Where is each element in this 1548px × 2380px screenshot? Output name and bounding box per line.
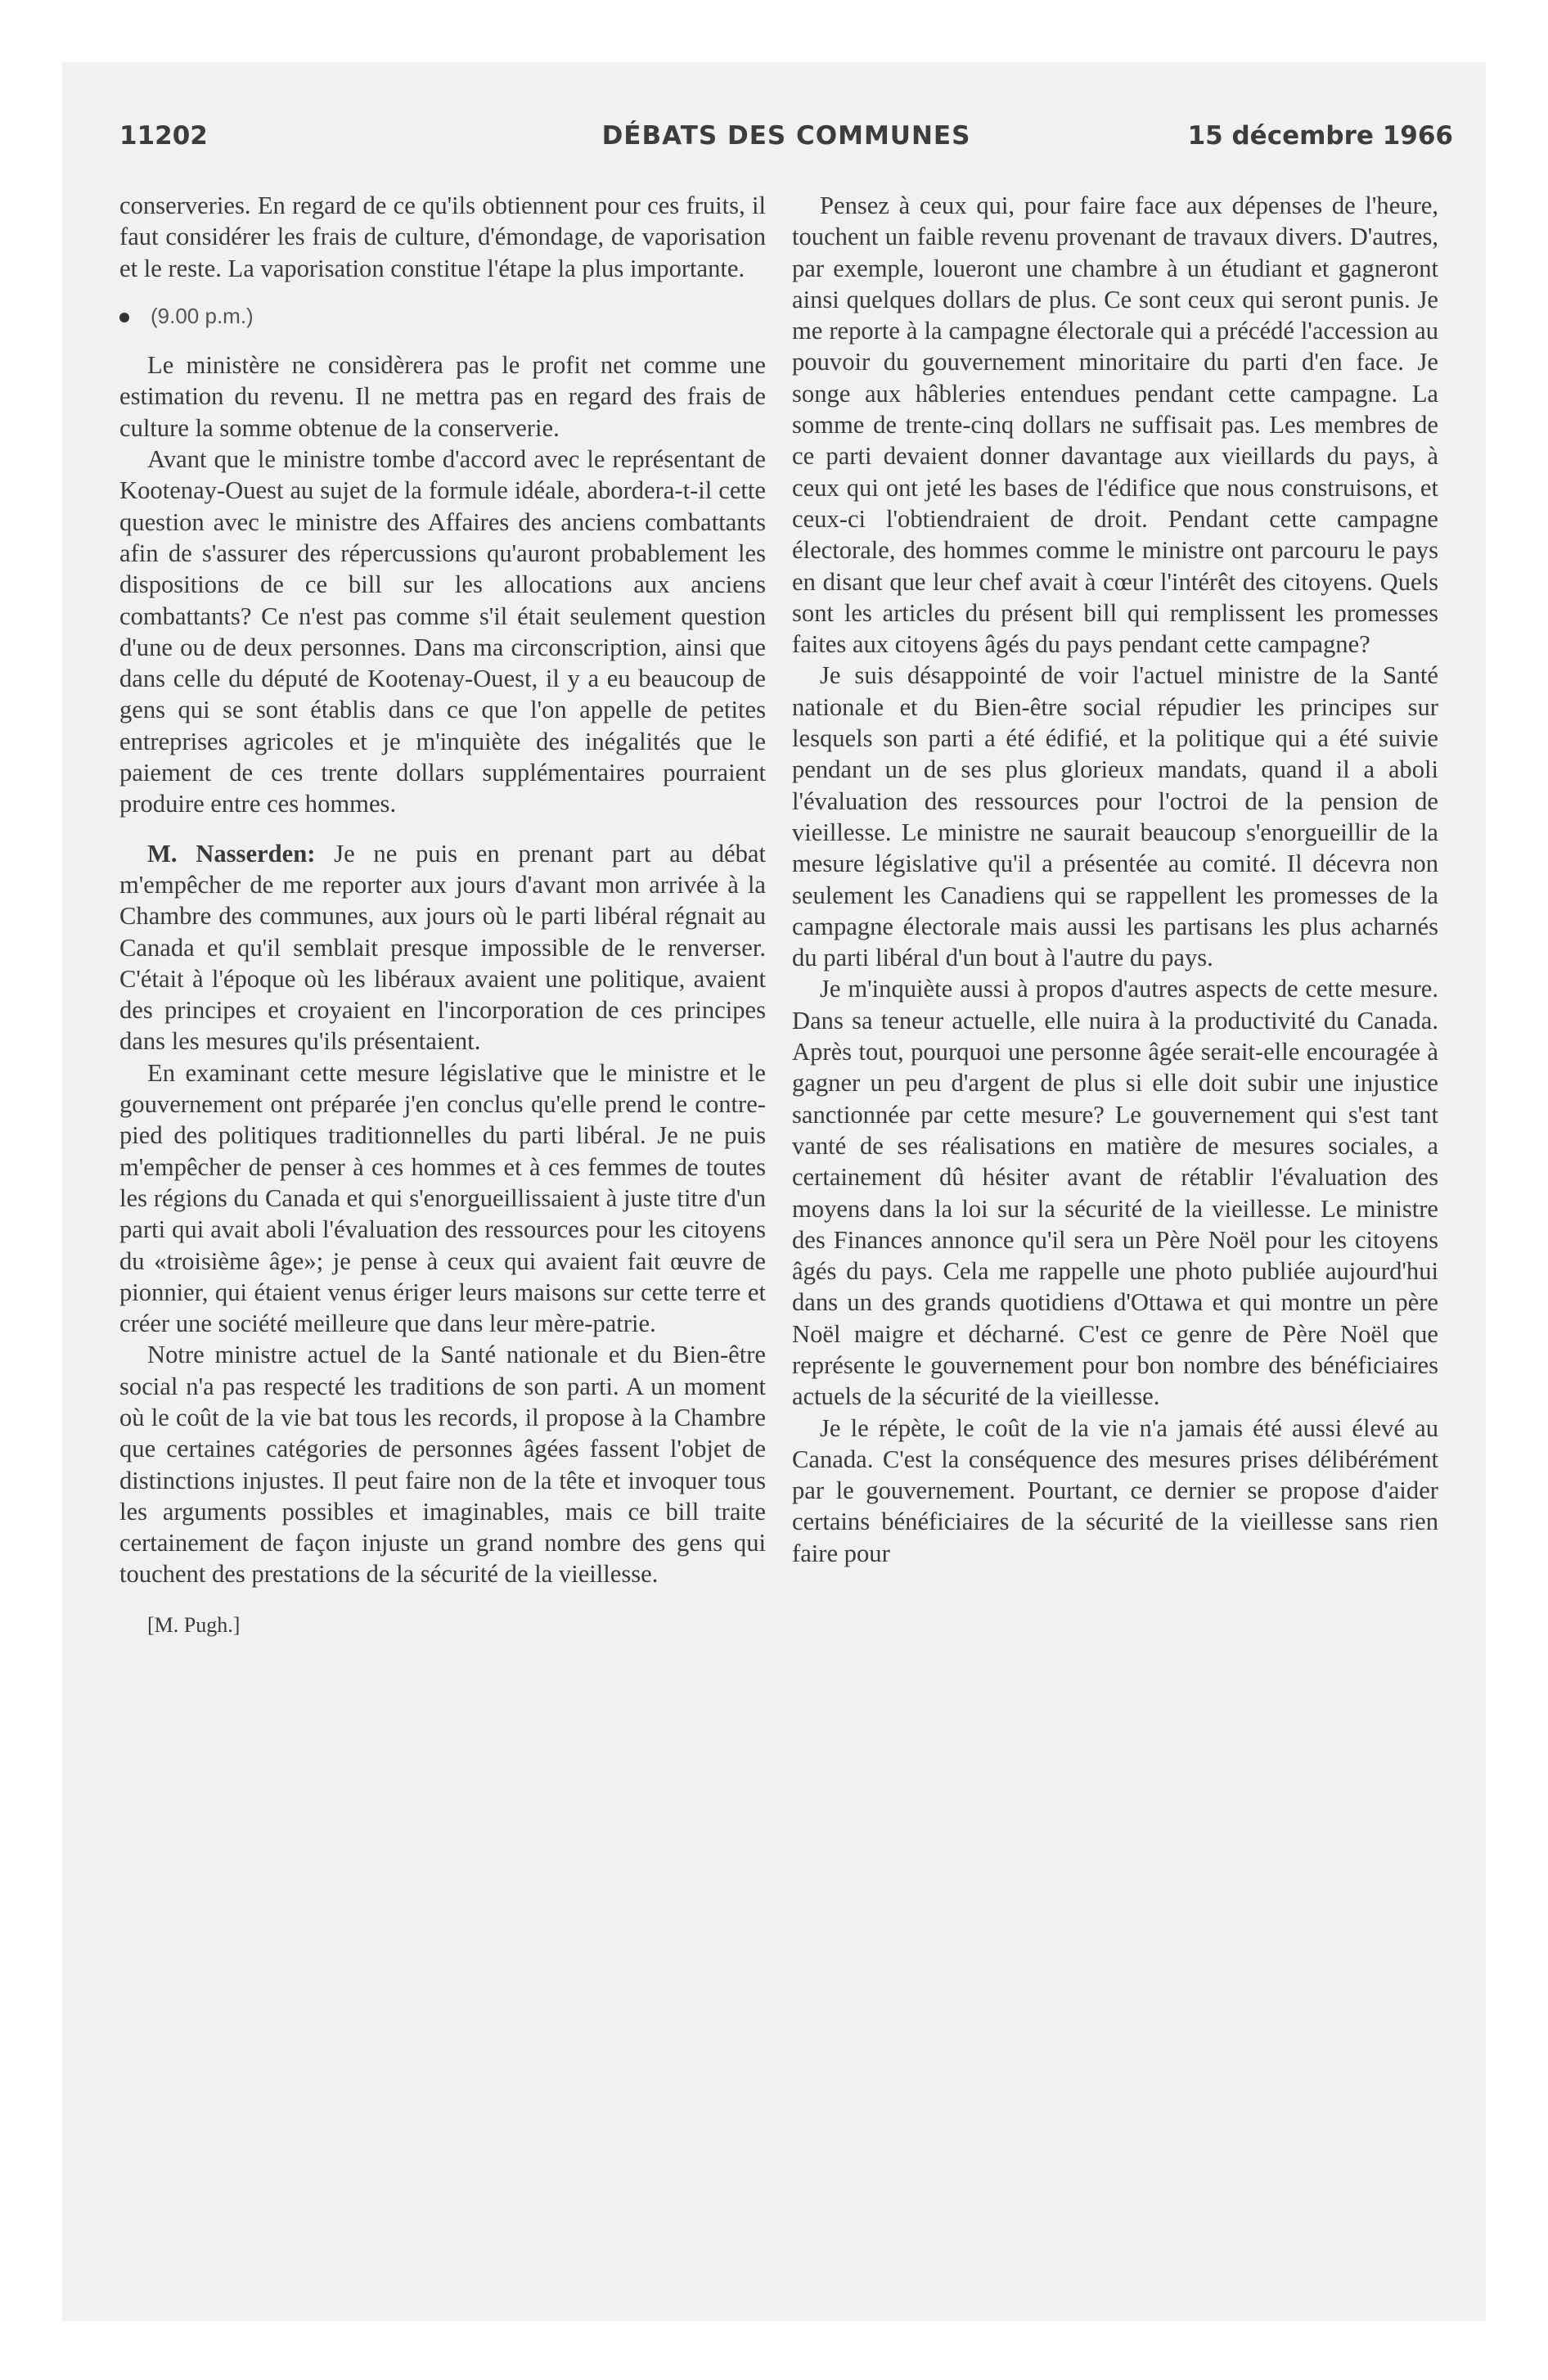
time-stamp-text: (9.00 p.m.): [151, 303, 254, 328]
page-date: 15 décembre 1966: [1187, 121, 1453, 151]
speaker-name: M. Nasserden:: [147, 839, 316, 868]
paragraph: Je le répète, le coût de la vie n'a jamais été aussi élevé au Canada. C'est la conséquence des mesures prises délibérément par le gouvernement. Pourtant, ce dernier se propose d'aider certains bénéficiaires de la sécurité de la vieillesse sans rien faire pour: [792, 1413, 1438, 1567]
speech-paragraph: [119, 838, 766, 1057]
paragraph: conserveries. En regard de ce qu'ils obtiennent pour ces fruits, il faut considérer les frais de culture, d'émondage, de vaporisation et le reste. La vaporisation constitue l'étape la plus importante.: [119, 192, 766, 282]
speaker-signature: [M. Pugh.]: [147, 1612, 241, 1637]
time-stamp: [119, 300, 766, 331]
paragraph: Je m'inquiète aussi à propos d'autres aspects de cette mesure. Dans sa teneur actuelle, elle nuira à la productivité du Canada. Après tout, pourquoi une personne âgée serait-elle encouragée à gagner un peu d'argent de plus si elle doit subir une injustice sanctionnée par cette mesure? Le gouvernement qui s'est tant vanté de ses réalisations en matière de mesures sociales, a certainement dû hésiter avant de rétablir l'évaluation des moyens dans la loi sur la sécurité de la vieillesse. Le ministre des Finances annonce qu'il sera un Père Noël pour les citoyens âgés du pays. Cela me rappelle une photo publiée aujourd'hui dans un des grands quotidiens d'Ottawa et qui montre un père Noël maigre et décharné. C'est ce genre de Père Noël que représente le gouvernement pour bon nombre des bénéficiaires actuels de la sécurité de la vieillesse.: [792, 975, 1438, 1411]
publication-title: DÉBATS DES COMMUNES: [601, 121, 971, 151]
speech-text: Je ne puis en prenant part au débat m'empêcher de me reporter aux jours d'avant mon arrivée à la Chambre des communes, aux jours où le parti libéral régnait au Canada et qu'il semblait presque impossible de le renverser. C'était à l'époque où les libéraux avaient une politique, avaient des principes et croyaient en l'incorporation de ces principes dans les mesures qu'ils présentaient.: [119, 839, 766, 1056]
paragraph: Le ministère ne considèrera pas le profit net comme une estimation du revenu. Il ne mettra pas en regard des frais de culture la somme obtenue de la conserverie.: [119, 351, 766, 442]
paragraph: Notre ministre actuel de la Santé nationale et du Bien-être social n'a pas respecté les traditions de son parti. A un moment où le coût de la vie bat tous les records, il propose à la Chambre que certaines catégories de personnes âgées fassent l'objet de distinctions injustes. Il peut faire non de la tête et invoquer tous les arguments possibles et imaginables, mais ce bill traite certainement de façon injuste un grand nombre des gens qui touchent des prestations de la sécurité de la vieillesse.: [119, 1341, 766, 1589]
paragraph: Avant que le ministre tombe d'accord avec le représentant de Kootenay-Ouest au sujet de la formule idéale, abordera-t-il cette question avec le ministre des Affaires des anciens combattants afin de s'assurer des répercussions qu'auront probablement les dispositions de ce bill sur les allocations aux anciens combattants? Ce n'est pas comme s'il était seulement question d'une ou de deux personnes. Dans ma circonscription, ainsi que dans celle du député de Kootenay-Ouest, il y a eu beaucoup de gens qui se sont établis dans ce que l'on appelle de petites entreprises agricoles et je m'inquiète des inégalités que le paiement de ces trente dollars supplémentaires pourraient produire entre ces hommes.: [119, 445, 766, 818]
page-number: 11202: [119, 121, 208, 151]
paragraph: Pensez à ceux qui, pour faire face aux dépenses de l'heure, touchent un faible revenu provenant de travaux divers. D'autres, par exemple, loueront une chambre à un étudiant et gagneront ainsi quelques dollars de plus. Ce sont ceux qui seront punis. Je me reporte à la campagne électorale qui a précédé l'accession au pouvoir du gouvernement minoritaire du parti d'en face. Je songe aux hâbleries entendues pendant cette campagne. La somme de trente-cinq dollars ne suffisait pas. Les membres de ce parti devaient donner davantage aux vieillards du pays, à ceux qui ont jeté les bases de l'édifice que nous construisons, et ceux-ci l'obtiendraient de droit. Pendant cette campagne électorale, des hommes comme le ministre ont parcouru le pays en disant que leur chef avait à cœur l'intérêt des citoyens. Quels sont les articles du présent bill qui remplissent les promesses faites aux citoyens âgés du pays pendant cette campagne?: [792, 192, 1438, 659]
paragraph: En examinant cette mesure législative que le ministre et le gouvernement ont préparée j'en conclus qu'elle prend le contre-pied des politiques traditionnelles du parti libéral. Je ne puis m'empêcher de penser à ces hommes et à ces femmes de toutes les régions du Canada et qui s'enorgueillissaient à juste titre d'un parti qui avait aboli l'évaluation des ressources pour les citoyens du «troisième âge»; je pense à ceux qui avaient fait œuvre de pionnier, qui étaient venus ériger leurs maisons sur cette terre et créer une société meilleure que dans leur mère-patrie.: [119, 1058, 766, 1338]
bullet-icon: [119, 313, 129, 322]
page-header: [119, 121, 1453, 157]
paragraph: Je suis désappointé de voir l'actuel ministre de la Santé nationale et du Bien-être social répudier les principes sur lesquels son parti a été édifié, et la politique qui a été suivie pendant un de ses plus glorieux mandats, quand il a aboli l'évaluation des ressources pour l'octroi de la pension de vieillesse. Le ministre ne saurait beaucoup s'enorgueillir de la mesure législative qu'il a présentée au comité. Il décevra non seulement les Canadiens qui se rappellent les promesses de la campagne électorale mais aussi les partisans les plus acharnés du parti libéral d'un bout à l'autre du pays.: [792, 661, 1438, 972]
left-column: [119, 190, 766, 1641]
right-column: [792, 190, 1438, 1569]
